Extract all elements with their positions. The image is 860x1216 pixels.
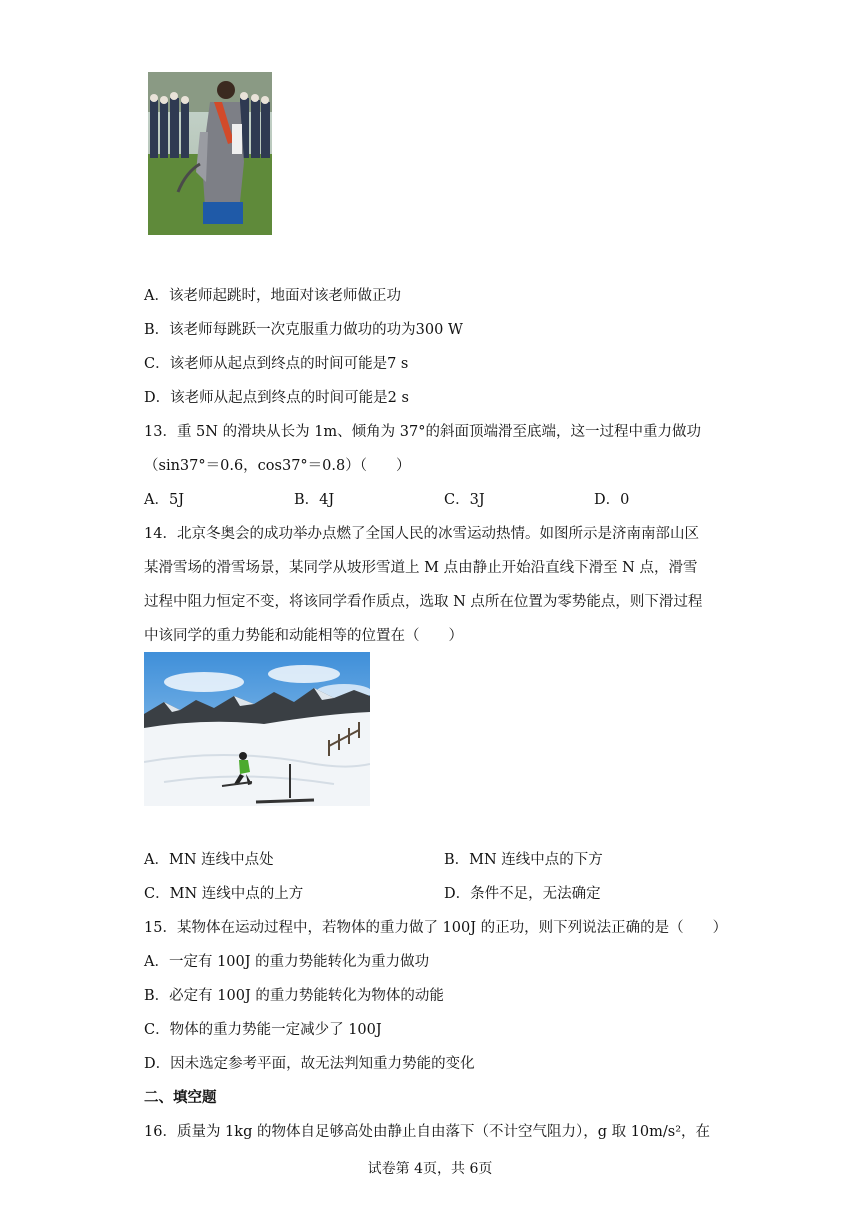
q14-option-b: B．MN 连线中点的下方 [444,852,603,868]
q15-stem: 15．某物体在运动过程中，若物体的重力做了 100J 的正功，则下列说法正确的是（ ） [144,920,728,936]
q12-option-a: A．该老师起跳时，地面对该老师做正功 [144,288,401,304]
q14-stem-line4: 中该同学的重力势能和动能相等的位置在（ ） [144,628,463,644]
q15-option-b: B．必定有 100J 的重力势能转化为物体的动能 [144,988,444,1004]
q13-option-d: D．0 [594,492,630,508]
q12-option-d: D．该老师从起点到终点的时间可能是2 s [144,390,409,406]
q13-option-b: B．4J [294,492,335,508]
page-footer: 试卷第 4页，共 6页 [367,1161,493,1177]
q14-stem-line3: 过程中阻力恒定不变，将该同学看作质点，选取 N 点所在位置为零势能点，则下滑过程 [144,594,703,610]
q15-option-c: C．物体的重力势能一定减少了 100J [144,1022,382,1038]
q13-option-a: A．5J [144,492,185,508]
q13-stem-line2: （sin37°＝0.6，cos37°＝0.8）（ ） [144,458,411,474]
q14-stem-line1: 14．北京冬奥会的成功举办点燃了全国人民的冰雪运动热情。如图所示是济南南部山区 [144,526,699,542]
ski-slope-photo [144,652,370,806]
q16-stem-line1: 16．质量为 1kg 的物体自足够高处由静止自由落下（不计空气阻力），g 取 10m/s²，在 [144,1124,711,1140]
q13-stem-line1: 13．重 5N 的滑块从长为 1m、倾角为 37°的斜面顶端滑至底端，这一过程中重力做功 [144,424,701,440]
q14-option-d: D．条件不足，无法确定 [444,886,601,902]
q12-option-b: B．该老师每跳跃一次克服重力做功的功为300 W [144,322,463,338]
q15-option-a: A．一定有 100J 的重力势能转化为重力做功 [144,954,430,970]
q12-option-c: C．该老师从起点到终点的时间可能是7 s [144,356,409,372]
q13-option-c: C．3J [444,492,485,508]
sack-race-photo [148,72,272,235]
section-heading-fill-blank: 二、填空题 [144,1089,217,1106]
q15-option-d: D．因未选定参考平面，故无法判知重力势能的变化 [144,1056,475,1072]
q14-option-a: A．MN 连线中点处 [144,852,274,868]
q14-option-c: C．MN 连线中点的上方 [144,886,304,902]
q14-stem-line2: 某滑雪场的滑雪场景，某同学从坡形雪道上 M 点由静止开始沿直线下滑至 N 点，滑雪 [144,560,698,576]
